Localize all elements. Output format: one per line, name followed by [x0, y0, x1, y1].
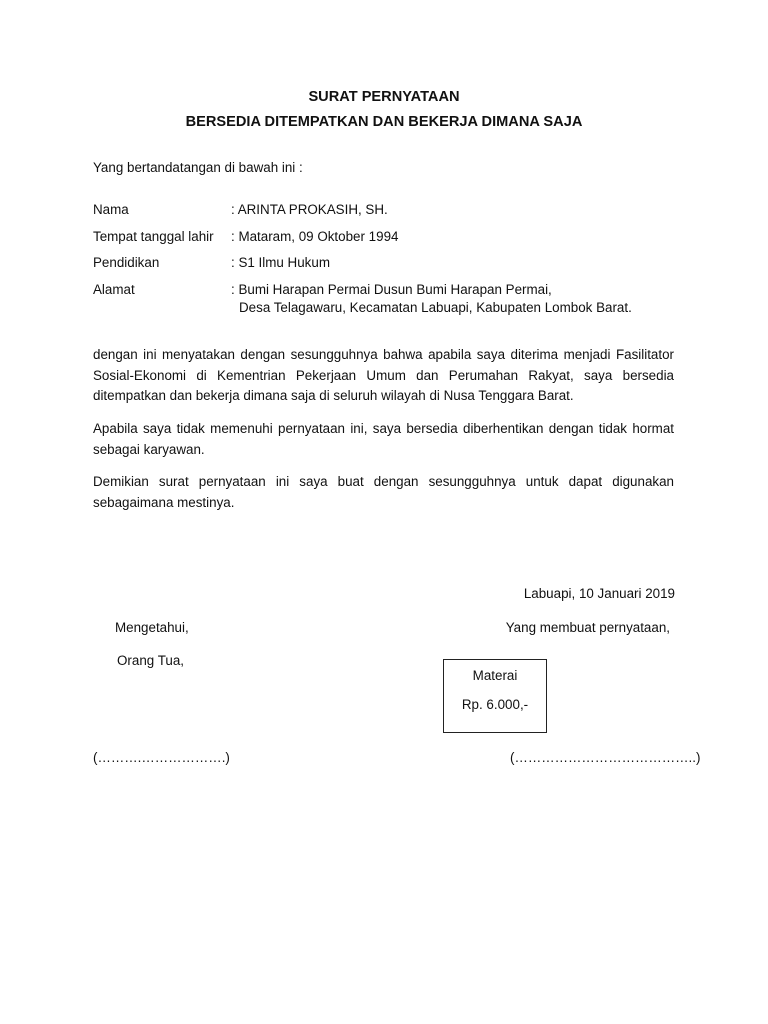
- field-value-nama: : ARINTA PROKASIH, SH.: [231, 202, 388, 217]
- place-date: Labuapi, 10 Januari 2019: [523, 586, 675, 601]
- field-value-alamat-line2: Desa Telagawaru, Kecamatan Labuapi, Kabupaten Lombok Barat.: [239, 300, 632, 315]
- field-label-alamat: Alamat: [93, 282, 135, 297]
- right-sign-heading: Yang membuat pernyataan,: [505, 620, 670, 635]
- document-subtitle: BERSEDIA DITEMPATKAN DAN BEKERJA DIMANA SAJA: [185, 114, 583, 130]
- field-label-pendidikan: Pendidikan: [93, 255, 160, 270]
- stamp-box: [443, 659, 547, 733]
- field-label-ttl: Tempat tanggal lahir: [93, 229, 214, 244]
- field-value-ttl: : Mataram, 09 Oktober 1994: [231, 229, 399, 244]
- statement-paragraph: dengan ini menyatakan dengan sesungguhnya bahwa apabila saya diterima menjadi Fasilitator Sosial-Ekonomi di Kementrian Pekerjaan Umum dan Perumahan Rakyat, saya bersedia ditempatkan dan bekerja dimana saja di seluruh wilayah di Nusa Tenggara Barat.: [93, 347, 674, 403]
- closing-paragraph: Demikian surat pernyataan ini saya buat dengan sesungguhnya untuk dapat digunakan sebagaimana mestinya.: [93, 474, 674, 510]
- consequence-paragraph: Apabila saya tidak memenuhi pernyataan ini, saya bersedia diberhentikan dengan tidak hormat sebagai karyawan.: [93, 421, 674, 457]
- document-title: SURAT PERNYATAAN: [308, 89, 460, 105]
- field-value-pendidikan: : S1 Ilmu Hukum: [231, 255, 330, 270]
- left-signature-blank: (……….……………….): [93, 750, 230, 765]
- left-sign-role: Orang Tua,: [117, 653, 184, 668]
- left-sign-heading: Mengetahui,: [115, 620, 189, 635]
- field-label-nama: Nama: [93, 202, 129, 217]
- field-value-alamat: : Bumi Harapan Permai Dusun Bumi Harapan Permai,: [231, 282, 552, 297]
- stamp-label: Materai: [472, 668, 518, 683]
- intro-text: Yang bertandatangan di bawah ini :: [93, 160, 303, 175]
- right-signature-blank: (…………………………………..): [510, 750, 701, 765]
- stamp-value: Rp. 6.000,-: [461, 697, 529, 712]
